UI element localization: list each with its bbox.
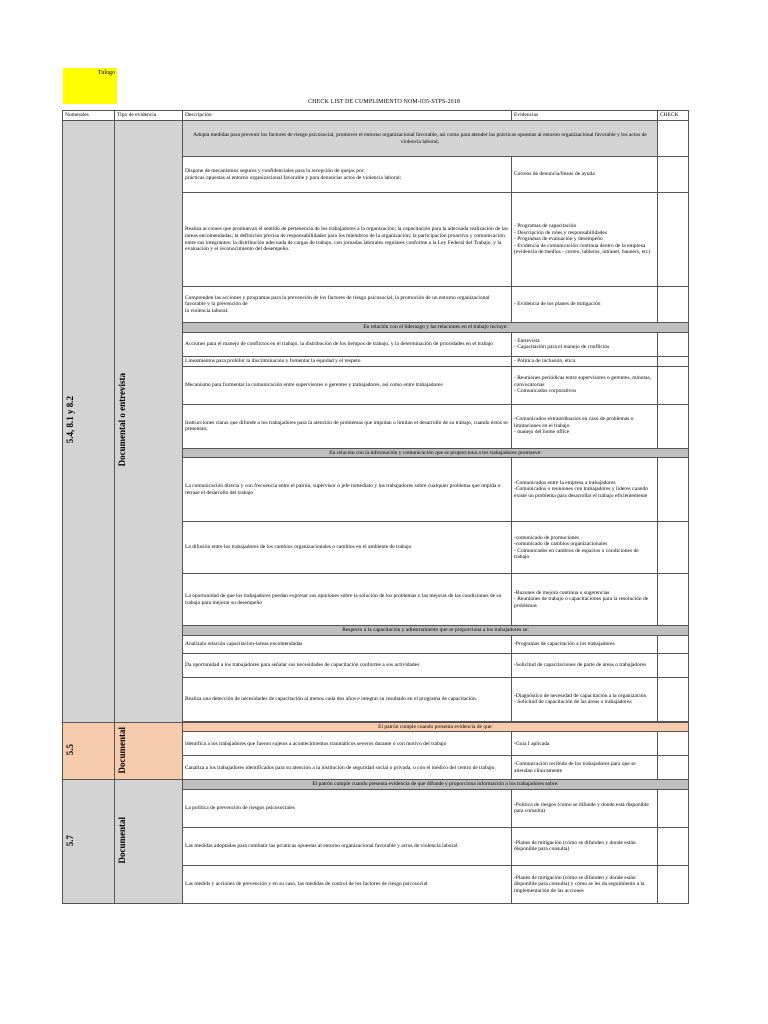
description-cell: Realiza acciones que promuevan el sentido de pertenencia de los trabajadores a la organización; la capacitación para la adecuada realización de las tareas encomendadas; la definición precisa de responsabilidades para los miembros de la organización; la participación proactiva y comunicación entre sus integrantes; la distribución adecuada de cargas de trabajo, con jornadas laborales regulares conforme a la Ley Federal del Trabajo, y la evaluación y el reconocimiento del desempeño. [183, 193, 512, 287]
intro-text: Adopta medidas para prevenir los factores de riesgo psicosocial, promover el entorno organizacional favorable, así como para atender las prácticas opuestas al entorno organizacional favorable y los actos de violencia laboral; [183, 121, 658, 157]
check-cell[interactable] [658, 635, 689, 653]
check-cell[interactable] [658, 121, 689, 157]
header-descripcion: Descripción [183, 111, 512, 121]
evidence-cell: - Política de inclusión, ética [512, 356, 658, 366]
check-cell[interactable] [658, 653, 689, 677]
description-cell: La difusión entre los trabajadores de los cambios organizacionales o cambios en el ambiente de trabajo [183, 522, 512, 574]
document-title: CHECK LIST DE CUMPLIMIENTO NOM-035-STPS-2018 [308, 99, 460, 105]
evidence-cell: -Guía I aplicada [512, 732, 658, 756]
check-cell[interactable] [658, 732, 689, 756]
section-row [63, 780, 689, 790]
evidence-cell: - Reuniones periódicas entre supervisores o gerentes, minutas, convocatorias - Comunicados corporativos [512, 366, 658, 404]
description-cell: Acciones para el manejo de conflictos en el trabajo, la distribución de los tiempos de trabajo, y la determinación de prioridades en el trabajo [183, 332, 512, 356]
tipo-cell [115, 121, 183, 723]
evidence-cell: -Programas de capacitación a los trabajadores [512, 635, 658, 653]
header-check: CHECK [658, 111, 689, 121]
check-cell[interactable] [658, 404, 689, 448]
description-cell: Mecanismo para formentar la comunicación entre supervisores o gerentes y trabajadores, así como entre trabajadores [183, 366, 512, 404]
evidence-cell: Correos de denuncia/líneas de ayuda [512, 157, 658, 193]
check-cell[interactable] [658, 366, 689, 404]
check-cell[interactable] [658, 574, 689, 626]
section-title: En relación con la información y comunicación que se proporciona a los trabajadores promueve: [183, 448, 689, 458]
check-cell[interactable] [658, 287, 689, 323]
description-cell: La política de prevención de riesgos psicosociales [183, 789, 512, 827]
check-cell[interactable] [658, 193, 689, 287]
logo-placeholder: Tulogo [63, 68, 117, 104]
description-cell: Dispone de mecanismos seguros y confidenciales para la recepción de quejas por prácticas opuestas al entorno organizacional favorable y para denunciar actos de violencia laboral; [183, 157, 512, 193]
numeral-cell [63, 780, 115, 904]
description-cell: Identifica a los trabajadores que fueron sujetos a acontecimientos traumáticos severos durante o con motivo del trabajo [183, 732, 512, 756]
header-row [63, 111, 689, 121]
numeral-label: 5.7 [65, 834, 75, 846]
evidence-cell: - Evidencia de los planes de mitigación [512, 287, 658, 323]
numeral-cell [63, 121, 115, 723]
check-cell[interactable] [658, 827, 689, 865]
evidence-cell: -Comunicados extraordinarios en caso de problemas o limitaciones en el trabajo - manejo del home office [512, 404, 658, 448]
evidence-cell: -Política de riesgos (cómo se difunde y donde está disponible para consulta) [512, 789, 658, 827]
tipo-label: Documental o entrevista [117, 373, 127, 467]
section-title: El patrón cumple cuando presenta evidencia de que difunde y proporciona información a los trabajadores sobre: [183, 780, 689, 790]
check-cell[interactable] [658, 356, 689, 366]
description-cell: Las medidas adoptadas para combatir las prcaticas opuestas al entorno organizacional favorable y actos de violencia laboral [183, 827, 512, 865]
evidence-cell: -Comunicados entre la empresa a trabajadores -Comunicados o reuniones con trabajadores y líderes cuando existe un problema para desarrollar el trabajo eficientemente [512, 458, 658, 522]
tipo-label: Documental [117, 817, 127, 864]
check-cell[interactable] [658, 332, 689, 356]
header-tipo: Tipo de evidencia [115, 111, 183, 121]
description-cell: Da oportunidad a los trabajadores para señalar sus necesidades de capacitación conforme a sus actividades [183, 653, 512, 677]
description-cell: Realiza una detección de necesidades de capacitación al menos cada dos años e integrar su resultado en el programa de capacitación. [183, 677, 512, 721]
description-cell: Comprenden las acciones y programas para la prevención de los factores de riesgo psicosocial, la promoción de un entorno organizacional favorable y la prevención de la violencia laboral. [183, 287, 512, 323]
header-evidencias: Evidencias [512, 111, 658, 121]
check-cell[interactable] [658, 522, 689, 574]
numeral-label: 5.4, 8.1 y 8.2 [65, 396, 75, 444]
check-cell[interactable] [658, 458, 689, 522]
tipo-label: Documental [117, 726, 127, 774]
section-row [63, 722, 689, 732]
evidence-cell: - Entrevista - Capacitación para el manejo de conflictos [512, 332, 658, 356]
tipo-cell [115, 722, 183, 780]
check-cell[interactable] [658, 789, 689, 827]
check-cell[interactable] [658, 157, 689, 193]
evidence-cell: -Comunicación recibida de los trabajadores para que se atiendan clínicamente [512, 756, 658, 780]
header-numerales: Numerales [63, 111, 115, 121]
section-title: En relación con el liderazgo y las relaciones en el trabajo incluye: [183, 323, 689, 333]
evidence-cell: -Diagnóstico de necesidad de capacitación a la organización - Solicitud de capacitación de las áreas o trabajadores [512, 677, 658, 721]
evidence-cell: -Buzones de mejora continua o sugerencias - Reuniones de trabajo o capacitaciones para la resolución de problemas [512, 574, 658, 626]
evidence-cell: -Planes de mitigación (cómo se difunden y donde están disponible para consulta) y cómo se les da seguimiento a la implementación de las acciones [512, 865, 658, 903]
description-cell: La oportunidad de que los trabajadores puedan expresar sus opiniones sobre la solución de los problemas o las mejoras de las condiciones de su trabajo para mejorar su desempeño [183, 574, 512, 626]
tipo-cell [115, 780, 183, 904]
check-cell[interactable] [658, 756, 689, 780]
numeral-cell [63, 722, 115, 780]
description-cell: Lineamientos para prohibir la discriminación y fomentar la equidad y el respeto [183, 356, 512, 366]
section-title: El patrón cumple cuando presenta evidencia de que: [183, 722, 689, 732]
numeral-label: 5.5 [65, 744, 75, 756]
evidence-cell: -comunicado de promociones -comunicado de cambios organizacionales - Comunicados en cambios de espacios o condiciones de trabajo [512, 522, 658, 574]
description-cell: La comunicación directa y con frecuencia entre el patrón, supervisor o jefe inmediato y los trabajadores sobre cualquier problema que impida o retrase el desarrollo del trabajo [183, 458, 512, 522]
description-cell: Instrucciones claras que difunde a los trabajadores para la atención de problemas que impidan o limitan el desarrollo de su trabajo, cuando éstos se presentan; [183, 404, 512, 448]
description-cell: Las medids y acciones de prevención y en su caso, las medidas de control de los factores de riesgo psicosocial [183, 865, 512, 903]
check-cell[interactable] [658, 865, 689, 903]
evidence-cell: -Solicitud de capacitaciones de parte de áreas o trabajadores [512, 653, 658, 677]
evidence-cell: -Planes de mitigación (cómo se difunden y donde están disponible para consulta) [512, 827, 658, 865]
table-row [63, 121, 689, 157]
checklist-table [62, 110, 689, 904]
section-title: Respecto a la capacitación y adiestramiento que se proporciona a los trabajadores se: [183, 626, 689, 636]
check-cell[interactable] [658, 677, 689, 721]
description-cell: Canaliza a los trabajadores identificados para su atención a la institución de seguridad social o privada, o con el médico del centro de trabajo. [183, 756, 512, 780]
evidence-cell: - Programas de capacitación - Descripción de roles y responsabilidades - Programas de evaluación y desempeño - Evidencia de comunicación continua dentro de la empresa (evidencia de medios - correo, tableros, intranet, banners, etc) [512, 193, 658, 287]
description-cell: Analizala relación capacitación-tareas encomendadas [183, 635, 512, 653]
